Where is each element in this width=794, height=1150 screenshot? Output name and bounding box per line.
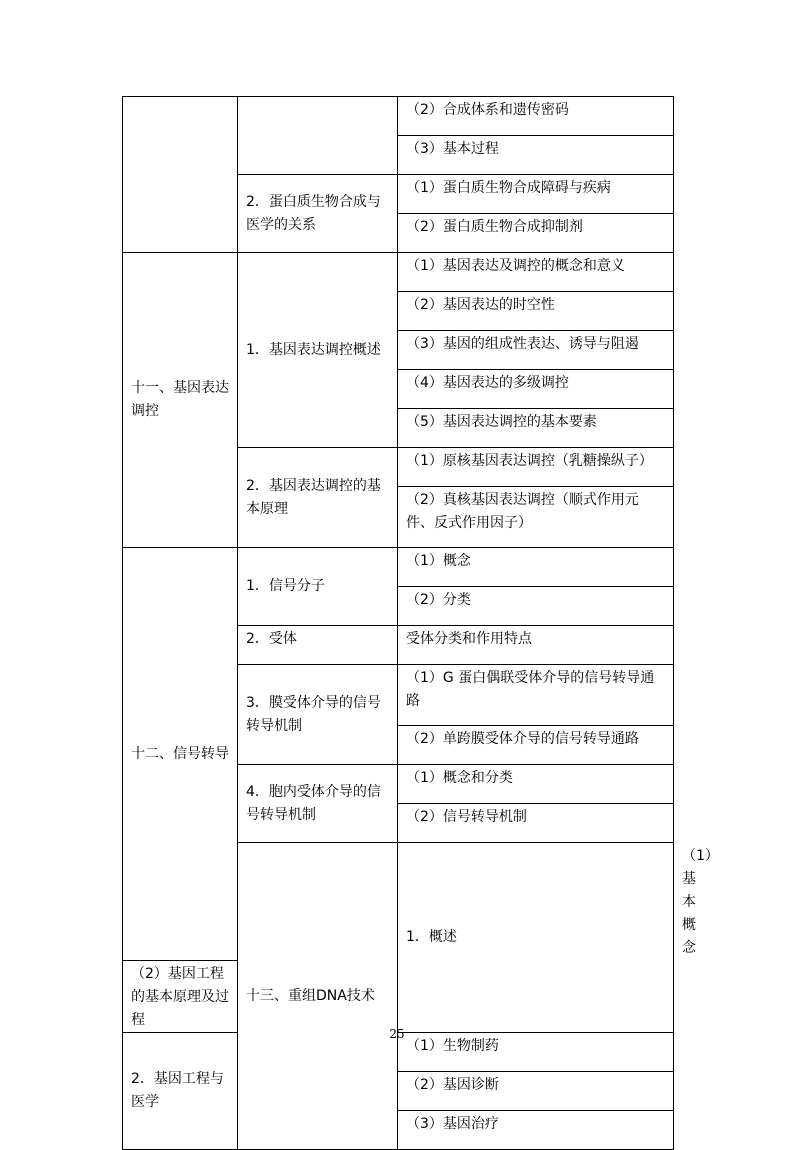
subtopic-cell: 1．概述 <box>398 843 674 1033</box>
syllabus-table <box>122 96 719 1150</box>
detail-cell: （1）原核基因表达调控（乳糖操纵子） <box>398 448 674 487</box>
subtopic-cell: 1．信号分子 <box>238 548 398 626</box>
detail-cell: （2）合成体系和遗传密码 <box>398 97 674 136</box>
detail-cell: （5）基因表达调控的基本要素 <box>398 409 674 448</box>
detail-cell: （1）概念和分类 <box>398 765 674 804</box>
table-row <box>123 548 674 587</box>
subtopic-cell: 2．受体 <box>238 626 398 665</box>
table-row <box>123 97 674 136</box>
detail-cell: （3）基因的组成性表达、诱导与阻遏 <box>398 331 674 370</box>
detail-cell: （3）基因治疗 <box>398 1111 674 1150</box>
detail-cell: （2）分类 <box>398 587 674 626</box>
subtopic-cell: 1．基因表达调控概述 <box>238 253 398 448</box>
detail-cell: （2）蛋白质生物合成抑制剂 <box>398 214 674 253</box>
subtopic-cell: 2．基因工程与医学 <box>123 1033 238 1150</box>
detail-cell: （2）真核基因表达调控（顺式作用元件、反式作用因子） <box>398 487 674 548</box>
detail-cell: （2）单跨膜受体介导的信号转导通路 <box>398 726 674 765</box>
chapter-cell: 十一、基因表达调控 <box>123 253 238 548</box>
detail-cell: （3）基本过程 <box>398 136 674 175</box>
chapter-cell-empty <box>123 97 238 253</box>
detail-cell: （1）蛋白质生物合成障碍与疾病 <box>398 175 674 214</box>
detail-cell: （1）概念 <box>398 548 674 587</box>
detail-cell: （1）G 蛋白偶联受体介导的信号转导通路 <box>398 665 674 726</box>
detail-cell: （2）基因工程的基本原理及过程 <box>123 961 238 1033</box>
detail-cell: （1）基因表达及调控的概念和意义 <box>398 253 674 292</box>
page-number: 25 <box>389 1027 405 1041</box>
chapter-cell: 十二、信号转导 <box>123 548 238 961</box>
detail-cell: 受体分类和作用特点 <box>398 626 674 665</box>
subtopic-cell: 2．蛋白质生物合成与医学的关系 <box>238 175 398 253</box>
subtopic-cell-empty <box>238 97 398 175</box>
chapter-cell: 十三、重组DNA技术 <box>238 843 398 1150</box>
detail-cell: （2）基因诊断 <box>398 1072 674 1111</box>
subtopic-cell: 3．膜受体介导的信号转导机制 <box>238 665 398 765</box>
detail-cell: （2）基因表达的时空性 <box>398 292 674 331</box>
subtopic-cell: 4．胞内受体介导的信号转导机制 <box>238 765 398 843</box>
table-row: 十三、重组DNA技术 1．概述 （1）基本概念 <box>123 843 674 961</box>
detail-cell: （4）基因表达的多级调控 <box>398 370 674 409</box>
detail-cell: （1）生物制药 <box>398 1033 674 1072</box>
table-row <box>123 253 674 292</box>
detail-cell: （2）信号转导机制 <box>398 804 674 843</box>
subtopic-cell: 2．基因表达调控的基本原理 <box>238 448 398 548</box>
